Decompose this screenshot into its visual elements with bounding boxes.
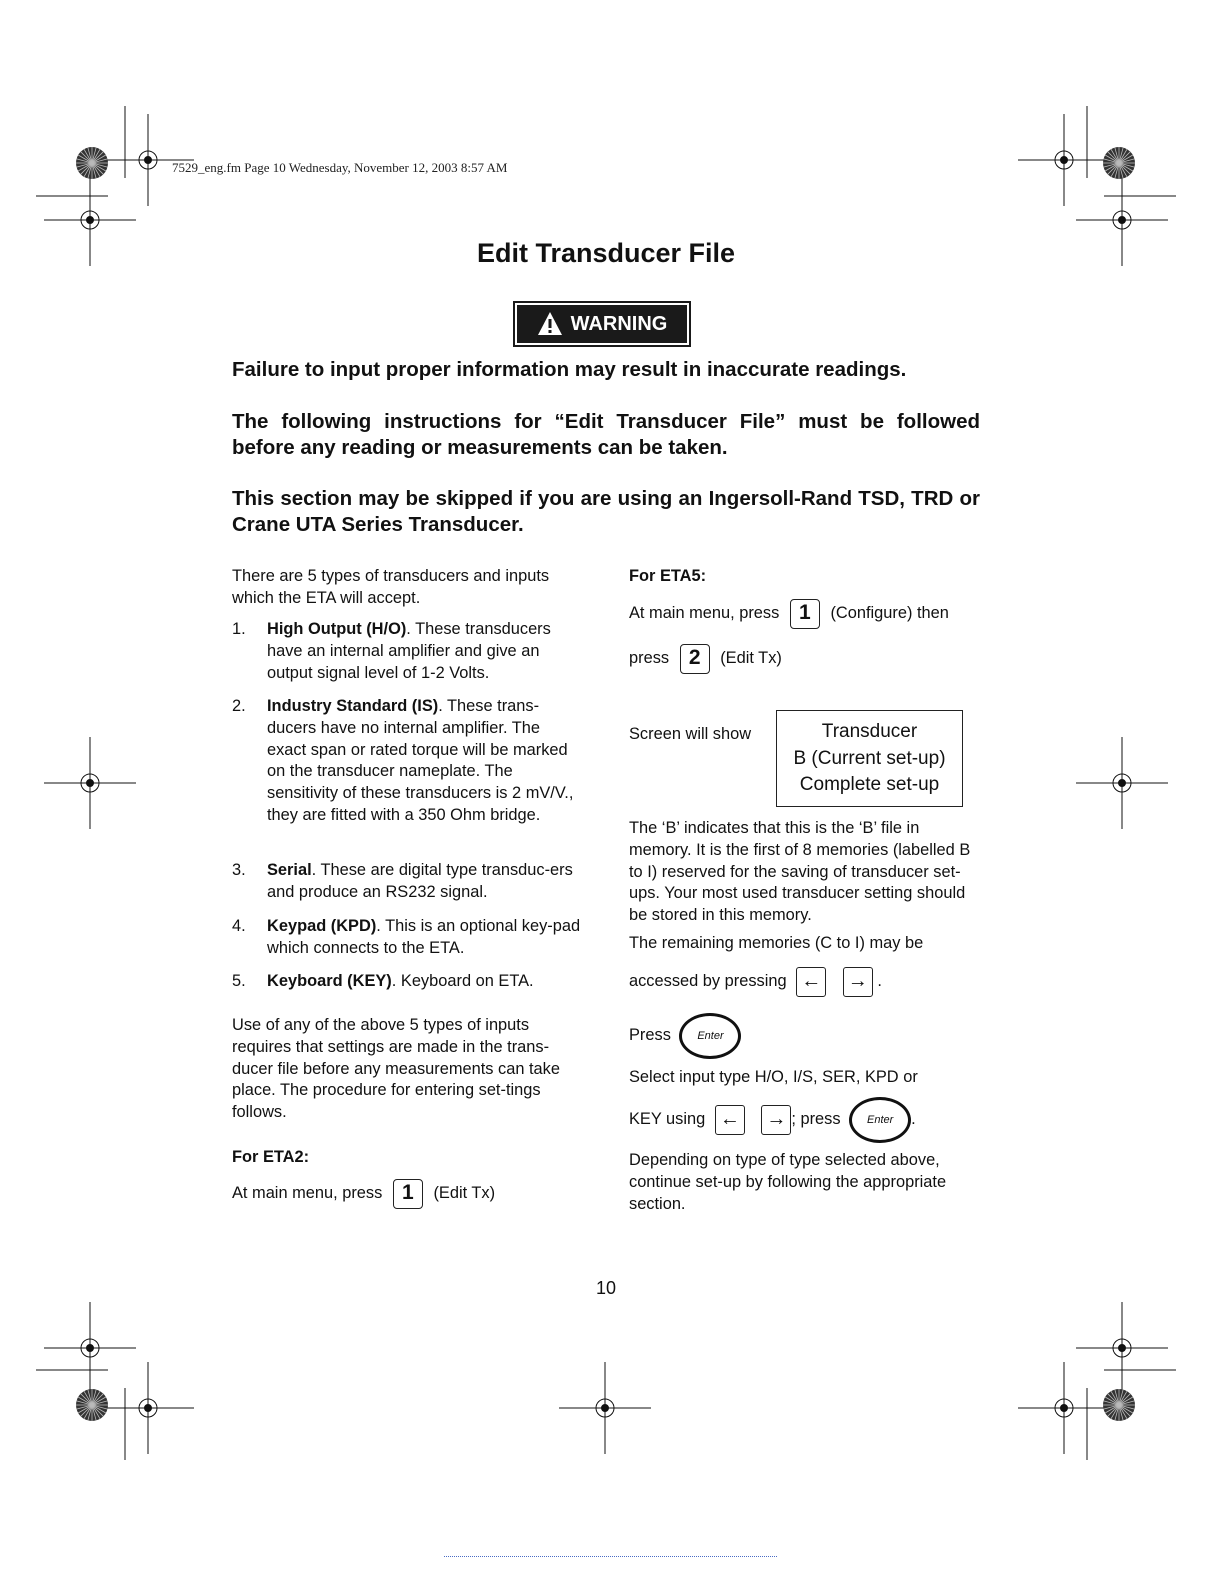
eta2-text: At main menu, press [232,1184,383,1202]
registration-target-icon [1018,1362,1110,1454]
list-text [267,971,582,993]
list-desc: . These trans-ducers have no internal amplifier. The exact span or rated torque will be marked on the transducer nameplate. The sensitivity of these transducers is 2 mV/V., they are fitted with a 350 Ohm bridge. [267,697,574,824]
list-number: 2. [232,697,246,715]
page-title: Edit Transducer File [476,238,736,268]
list-text [267,619,582,684]
eta5-line1-after: (Configure) then [830,604,949,622]
period: . [877,972,882,990]
select-line-2 [629,1096,984,1143]
screen-line-2: B (Current set-up) [793,748,946,769]
list-term: Industry Standard (IS) [267,697,439,715]
warning-badge [515,303,689,345]
color-rosette-icon [76,1389,108,1421]
accessed-text: accessed by pressing [629,972,787,990]
color-rosette-icon [1103,147,1135,179]
color-rosette-icon [76,147,108,179]
eta5-line2-after: (Edit Tx) [720,649,782,667]
warning-label: WARNING [570,312,668,335]
eta2-heading: For ETA2: [232,1148,310,1166]
press-text: Press [629,1026,671,1044]
list-term: Serial [267,861,312,879]
key-1-icon: 1 [790,599,820,629]
eta2-instruction [232,1178,582,1209]
screen-line-3: Complete set-up [799,774,940,795]
lcd-screen-display [776,710,963,807]
remaining-memories: The remaining memories (C to I) may be [629,934,924,952]
list-desc: . These are digital type transduc-ers and produce an RS232 signal. [267,861,573,901]
left-arrow-key-icon: ← [715,1105,745,1135]
color-rosette-icon [1103,1389,1135,1421]
eta2-after: (Edit Tx) [433,1184,496,1202]
registration-target-icon [44,1302,136,1394]
eta5-line-1 [629,598,984,629]
list-text [267,696,582,827]
list-term: High Output (H/O) [267,620,407,638]
registration-target-icon [102,1362,194,1454]
select-mid: ; press [791,1110,841,1128]
right-arrow-key-icon: → [843,967,873,997]
file-slug: 7529_eng.fm Page 10 Wednesday, November 12, 2003 8:57 AM [172,160,508,175]
list-number: 3. [232,861,246,879]
warning-para-3: This section may be skipped if you are using an Ingersoll-Rand TSD, TRD or Crane UTA Series Transducer. [232,487,980,536]
key-1-icon: 1 [393,1179,423,1209]
list-desc: . This is an optional key-pad which connects to the ETA. [267,917,581,957]
footer-dotted-line [444,1556,777,1557]
eta5-line-2 [629,643,984,674]
period: . [911,1110,916,1128]
warning-triangle-icon [537,311,563,337]
enter-key-icon: Enter [849,1097,911,1143]
list-text [267,860,582,904]
list-desc: . Keyboard on ETA. [391,972,534,990]
warning-para-1: Failure to input proper information may result in inaccurate readings. [232,358,907,381]
b-file-note: The ‘B’ indicates that this is the ‘B’ file in memory. It is the first of 8 memories (labelled B to I) reserved for the saving of transducer set-ups. Your most used transducer setting should be stored in this memory. [629,819,971,925]
page-number: 10 [595,1278,617,1298]
eta5-heading: For ETA5: [629,567,707,585]
usage-text: Use of any of the above 5 types of inputs requires that settings are made in the trans-ducer file before any measurements can take place. The procedure for entering set-tings follows. [232,1016,560,1122]
registration-target-icon [44,737,136,829]
intro-text: There are 5 types of transducers and inputs which the ETA will accept. [232,567,550,607]
list-number: 1. [232,620,246,638]
list-number: 5. [232,972,246,990]
select-text: KEY using [629,1110,706,1128]
eta5-line1-text: At main menu, press [629,604,780,622]
screen-line-1: Transducer [821,721,918,742]
registration-target-icon [1076,737,1168,829]
accessed-line [629,965,984,997]
list-text [267,916,582,960]
press-enter-line [629,1012,984,1059]
eta5-line2-text: press [629,649,670,667]
list-desc: . These transducers have an internal amplifier and give an output signal level of 1-2 Volts. [267,620,551,682]
registration-target-icon [1076,1302,1168,1394]
select-line-1: Select input type H/O, I/S, SER, KPD or [629,1068,918,1086]
registration-target-icon [559,1362,651,1454]
registration-target-icon [1018,114,1110,206]
key-2-icon: 2 [680,644,710,674]
list-term: Keypad (KPD) [267,917,377,935]
enter-key-icon: Enter [679,1013,741,1059]
left-arrow-key-icon: ← [796,967,826,997]
depending-text: Depending on type of type selected above, continue set-up by following the appropriate section. [629,1151,947,1213]
list-term: Keyboard (KEY) [267,972,392,990]
right-arrow-key-icon: → [761,1105,791,1135]
screen-label: Screen will show [629,725,752,743]
list-number: 4. [232,917,246,935]
warning-para-2: The following instructions for “Edit Transducer File” must be followed before any reading or measurements can be taken. [232,410,980,459]
